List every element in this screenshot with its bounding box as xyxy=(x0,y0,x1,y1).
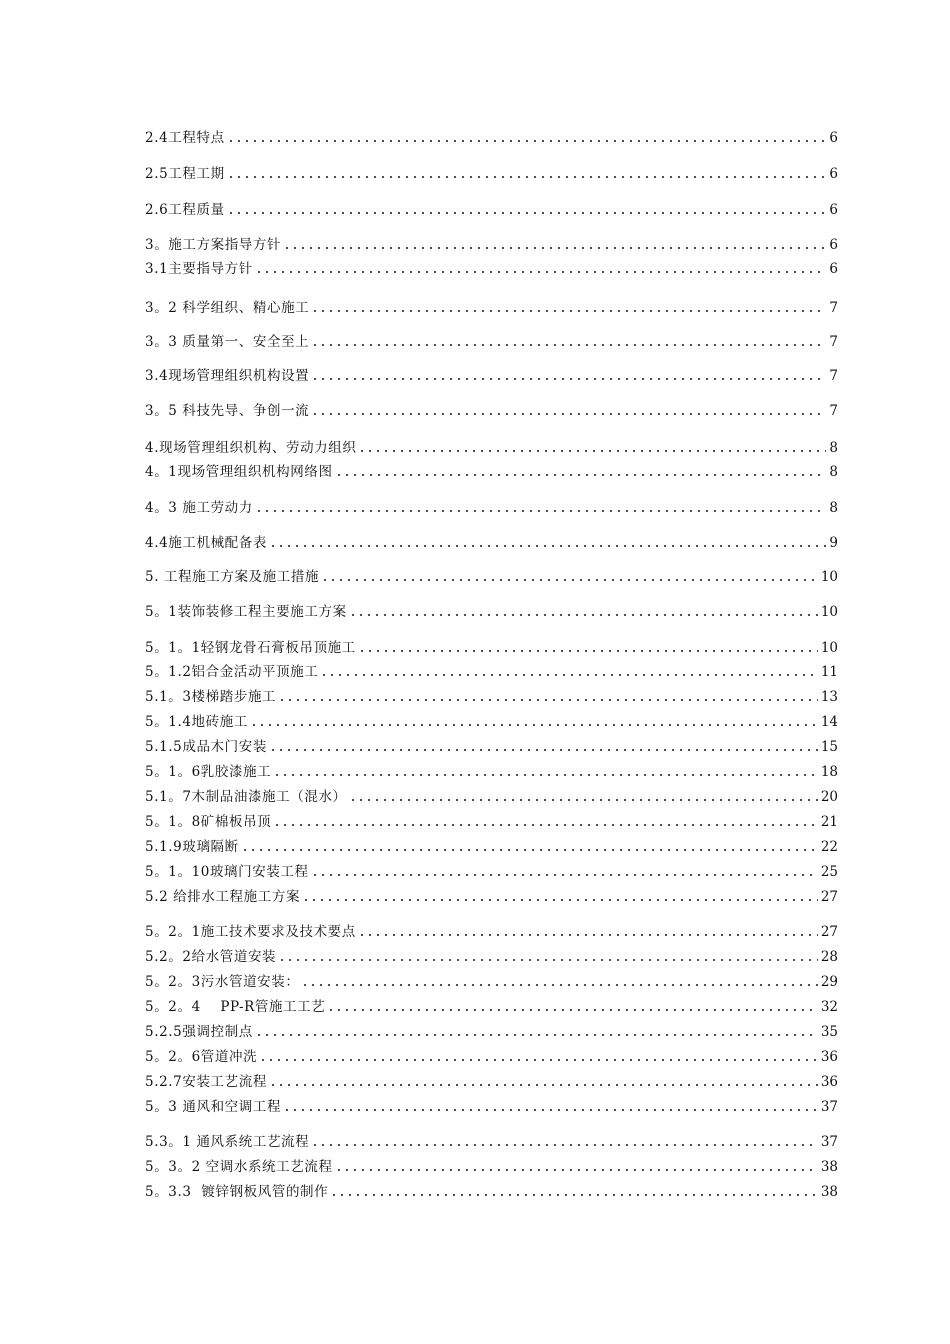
toc-entry-title: 2.4工程特点 xyxy=(145,130,225,146)
toc-entry[interactable] xyxy=(145,860,838,880)
toc-entry[interactable] xyxy=(145,257,838,277)
toc-page-number: 7 xyxy=(829,300,838,316)
toc-entry[interactable] xyxy=(145,1045,838,1065)
toc-page-number: 22 xyxy=(820,839,838,855)
dot-leader xyxy=(320,673,817,677)
toc-entry[interactable] xyxy=(145,198,838,218)
toc-page-number: 9 xyxy=(829,535,838,551)
toc-page-number: 8 xyxy=(829,440,838,456)
toc-entry-title: 5.2。2给水管道安装 xyxy=(145,949,277,965)
toc-entry-title: 4。3 施工劳动力 xyxy=(145,500,253,516)
toc-entry[interactable] xyxy=(145,600,838,620)
toc-page-number: 7 xyxy=(829,368,838,384)
toc-entry-title: 5.1.5成品木门安装 xyxy=(145,739,267,755)
dot-leader xyxy=(227,139,827,143)
toc-entry[interactable] xyxy=(145,330,838,350)
toc-entry-title: 3。施工方案指导方针 xyxy=(145,237,282,253)
toc-entry-title: 4.现场管理组织机构、劳动力组织 xyxy=(145,440,357,456)
toc-entry[interactable] xyxy=(145,1130,838,1150)
toc-page-number: 37 xyxy=(820,1134,838,1150)
dot-leader xyxy=(349,798,818,802)
toc-entry[interactable] xyxy=(145,364,838,384)
toc-page-number: 6 xyxy=(829,130,838,146)
toc-entry-title: 2.5工程工期 xyxy=(145,166,225,182)
toc-page-number: 35 xyxy=(820,1024,838,1040)
toc-entry[interactable] xyxy=(145,496,838,516)
toc-entry-title: 5.1。3楼梯踏步施工 xyxy=(145,689,277,705)
dot-leader xyxy=(311,309,826,313)
toc-entry-title: 5.2.7安装工艺流程 xyxy=(145,1074,267,1090)
toc-page-number: 7 xyxy=(829,403,838,419)
toc-page-number: 10 xyxy=(820,640,838,656)
dot-leader xyxy=(311,1143,818,1147)
toc-entry[interactable] xyxy=(145,162,838,182)
toc-entry-title: 3.1主要指导方针 xyxy=(145,261,253,277)
toc-page-number: 6 xyxy=(829,237,838,253)
toc-entry-title: 5。2。3污水管道安装： xyxy=(145,974,300,990)
dot-leader xyxy=(302,898,818,902)
toc-entry[interactable] xyxy=(145,233,838,253)
toc-entry[interactable] xyxy=(145,810,838,830)
dot-leader xyxy=(311,873,818,877)
toc-entry[interactable] xyxy=(145,436,838,456)
toc-entry[interactable] xyxy=(145,885,838,905)
dot-leader xyxy=(227,211,827,215)
toc-entry[interactable] xyxy=(145,126,838,146)
toc-page-number: 18 xyxy=(820,764,838,780)
toc-page-number: 15 xyxy=(820,739,838,755)
toc-page-number: 10 xyxy=(820,569,838,585)
toc-entry[interactable] xyxy=(145,1155,838,1175)
dot-leader xyxy=(255,509,827,513)
toc-page-number: 7 xyxy=(829,334,838,350)
toc-page-number: 6 xyxy=(829,261,838,277)
toc-entry-title: 5.1.9玻璃隔断 xyxy=(145,839,239,855)
toc-entry[interactable] xyxy=(145,970,838,990)
toc-entry-title: 5。1装饰装修工程主要施工方案 xyxy=(145,604,347,620)
toc-entry-title: 5.2 给排水工程施工方案 xyxy=(145,889,301,905)
toc-entry-title: 5.2.5强调控制点 xyxy=(145,1024,253,1040)
dot-leader xyxy=(358,649,818,653)
toc-entry[interactable] xyxy=(145,835,838,855)
toc-entry-title: 4。1现场管理组织机构网络图 xyxy=(145,464,333,480)
dot-leader xyxy=(311,412,826,416)
dot-leader xyxy=(227,175,827,179)
toc-entry-title: 5.1。7木制品油漆施工（混水） xyxy=(145,789,347,805)
toc-entry-title: 5。1。8矿棉板吊顶 xyxy=(145,814,272,830)
dot-leader xyxy=(335,1168,818,1172)
toc-entry-title: 5。3。2 空调水系统工艺流程 xyxy=(145,1159,333,1175)
toc-entry-title: 5。2。1施工技术要求及技术要点 xyxy=(145,924,356,940)
toc-entry-title: 5。1。10玻璃门安装工程 xyxy=(145,864,309,880)
toc-page-number: 8 xyxy=(829,500,838,516)
toc-page-number: 36 xyxy=(820,1049,838,1065)
toc-page-number: 29 xyxy=(820,974,838,990)
toc-entry-title: 5。1。6乳胶漆施工 xyxy=(145,764,272,780)
toc-page-number: 27 xyxy=(820,889,838,905)
dot-leader xyxy=(278,698,818,702)
toc-page-number: 38 xyxy=(820,1184,838,1200)
toc-entry-title: 4.4施工机械配备表 xyxy=(145,535,267,551)
toc-page-number: 38 xyxy=(820,1159,838,1175)
toc-page-number: 37 xyxy=(820,1099,838,1115)
toc-entry[interactable] xyxy=(145,995,838,1015)
toc-entry-title: 3。2 科学组织、精心施工 xyxy=(145,300,310,316)
toc-entry[interactable] xyxy=(145,1020,838,1040)
toc-entry[interactable] xyxy=(145,1070,838,1090)
dot-leader xyxy=(311,343,826,347)
toc-entry-title: 5。3.3 镀锌钢板风管的制作 xyxy=(145,1184,329,1200)
dot-leader xyxy=(255,270,827,274)
dot-leader xyxy=(283,1108,818,1112)
toc-entry-title: 5.3。1 通风系统工艺流程 xyxy=(145,1134,310,1150)
dot-leader xyxy=(321,578,818,582)
toc-page-number: 20 xyxy=(820,789,838,805)
toc-entry-title: 2.6工程质量 xyxy=(145,202,225,218)
toc-entry[interactable] xyxy=(145,296,838,316)
toc-entry[interactable] xyxy=(145,945,838,965)
dot-leader xyxy=(349,613,818,617)
toc-entry-title: 3.4现场管理组织机构设置 xyxy=(145,368,310,384)
dot-leader xyxy=(250,723,818,727)
dot-leader xyxy=(241,848,818,852)
toc-page-number: 13 xyxy=(820,689,838,705)
dot-leader xyxy=(358,933,818,937)
dot-leader xyxy=(335,473,827,477)
toc-entry[interactable] xyxy=(145,710,838,730)
dot-leader xyxy=(259,1058,818,1062)
toc-page-number: 32 xyxy=(820,999,838,1015)
toc-entry[interactable] xyxy=(145,1095,838,1115)
toc-entry[interactable] xyxy=(145,1180,838,1200)
toc-entry[interactable] xyxy=(145,785,838,805)
toc-entry[interactable] xyxy=(145,399,838,419)
dot-leader xyxy=(278,958,818,962)
toc-entry[interactable] xyxy=(145,760,838,780)
dot-leader xyxy=(330,1193,818,1197)
toc-entry-title: 5。2。4 PP-R管施工工艺 xyxy=(145,999,326,1015)
toc-page-number: 28 xyxy=(820,949,838,965)
toc-entry-title: 5。2。6管道冲洗 xyxy=(145,1049,258,1065)
toc-entry-title: 5。1。1轻钢龙骨石膏板吊顶施工 xyxy=(145,640,356,656)
dot-leader xyxy=(269,544,826,548)
dot-leader xyxy=(269,1083,818,1087)
toc-page-number: 6 xyxy=(829,202,838,218)
dot-leader xyxy=(301,983,817,987)
toc-entry-title: 5。3 通风和空调工程 xyxy=(145,1099,282,1115)
toc-entry-title: 5。1.4地砖施工 xyxy=(145,714,248,730)
toc-page-number: 10 xyxy=(820,604,838,620)
dot-leader xyxy=(269,748,818,752)
toc-page-number: 11 xyxy=(820,664,838,680)
toc-entry[interactable] xyxy=(145,685,838,705)
toc-page-number: 8 xyxy=(829,464,838,480)
toc-entry[interactable] xyxy=(145,660,838,680)
dot-leader xyxy=(327,1008,817,1012)
toc-entry[interactable] xyxy=(145,636,838,656)
toc-entry[interactable] xyxy=(145,531,838,551)
toc-entry[interactable] xyxy=(145,460,838,480)
toc-entry[interactable] xyxy=(145,565,838,585)
toc-entry-title: 5。1.2铝合金活动平顶施工 xyxy=(145,664,319,680)
toc-page-number: 25 xyxy=(820,864,838,880)
toc-entry[interactable] xyxy=(145,735,838,755)
dot-leader xyxy=(311,377,826,381)
toc-page-number: 27 xyxy=(820,924,838,940)
toc-entry-title: 5. 工程施工方案及施工措施 xyxy=(145,569,320,585)
toc-entry-title: 3。5 科技先导、争创一流 xyxy=(145,403,310,419)
dot-leader xyxy=(358,449,826,453)
toc-page-number: 14 xyxy=(820,714,838,730)
dot-leader xyxy=(283,246,826,250)
dot-leader xyxy=(273,773,818,777)
toc-page-number: 6 xyxy=(829,166,838,182)
dot-leader xyxy=(255,1033,818,1037)
dot-leader xyxy=(273,823,818,827)
toc-entry[interactable] xyxy=(145,920,838,940)
toc-entry-title: 3。3 质量第一、安全至上 xyxy=(145,334,310,350)
toc-page-number: 36 xyxy=(820,1074,838,1090)
toc-page-number: 21 xyxy=(820,814,838,830)
